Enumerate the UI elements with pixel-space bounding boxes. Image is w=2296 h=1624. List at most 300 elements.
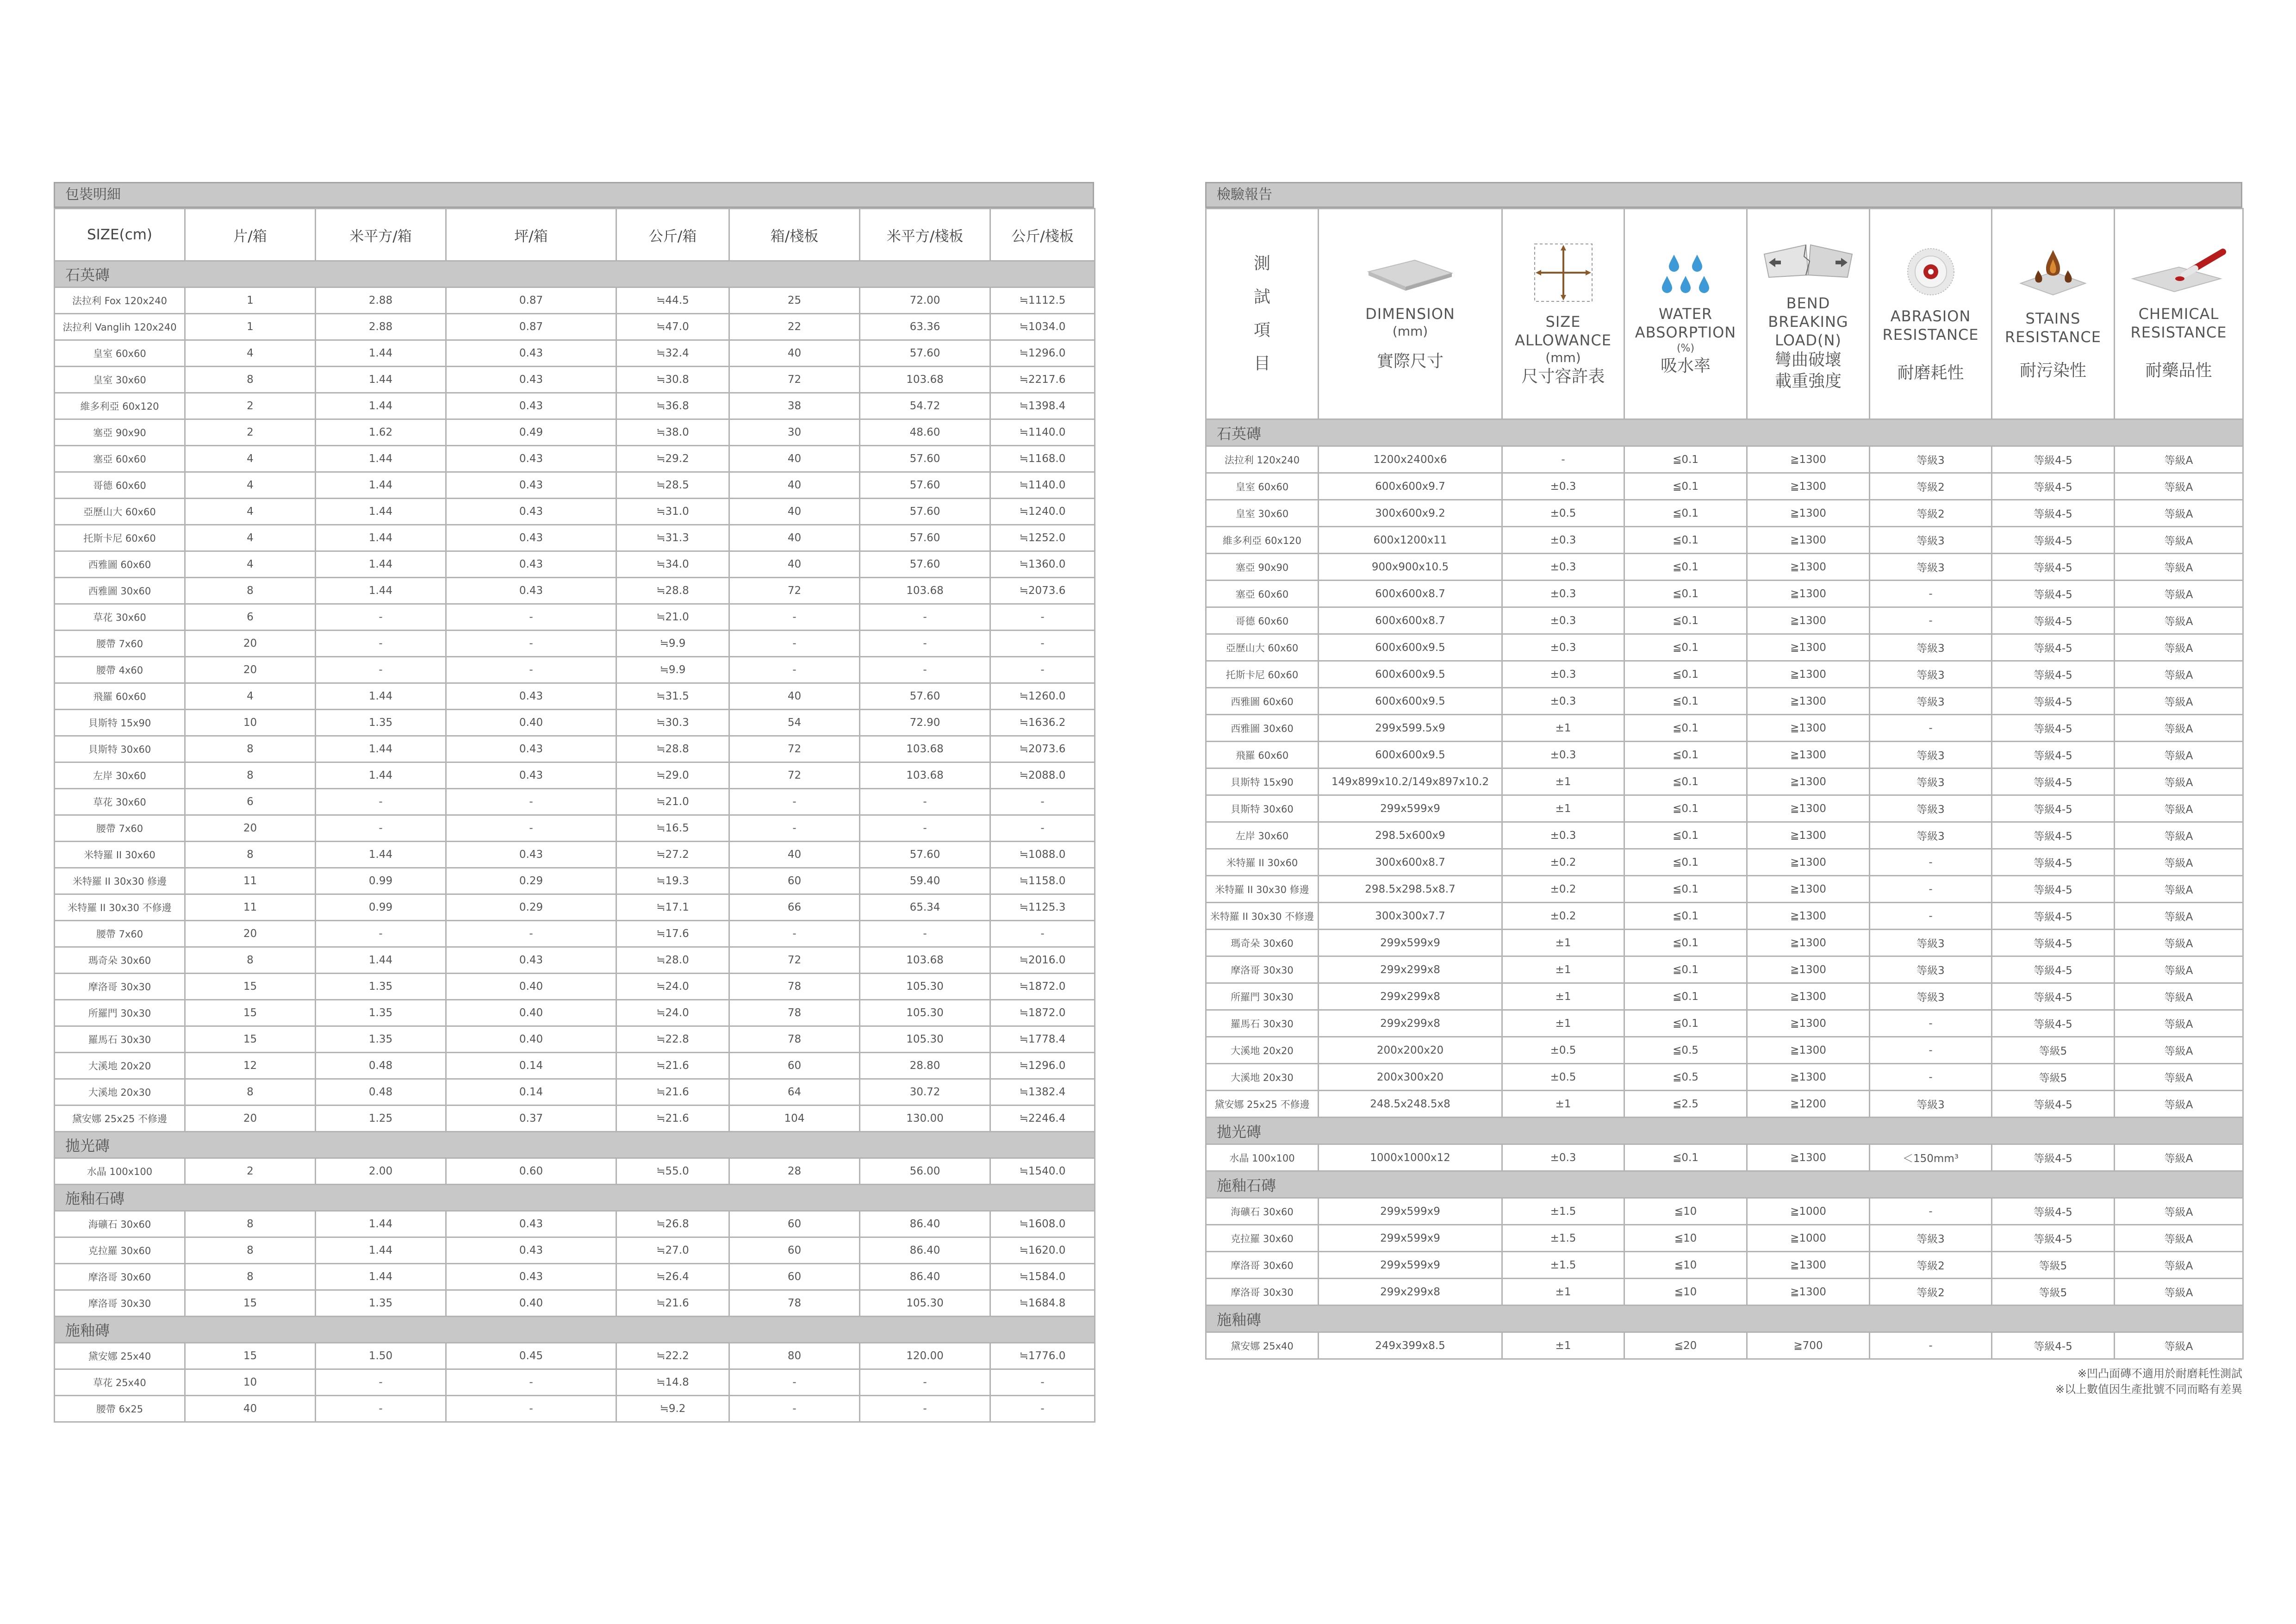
table-cell: ±1 [1502,1332,1624,1359]
table-cell: ≒2246.4 [990,1106,1095,1132]
product-name-cell: 維多利亞 60x120 [55,393,185,419]
table-cell: 72 [729,947,860,974]
product-name-cell: 黛安娜 25x40 [55,1343,185,1369]
table-cell: 1.35 [316,1290,446,1317]
table-cell: - [316,604,446,631]
table-cell: ≒22.8 [616,1026,729,1053]
table-cell: - [860,657,990,683]
product-name-cell: 亞歷山大 60x60 [1206,634,1319,661]
table-cell: 等級4-5 [1992,930,2115,956]
product-name-cell: 塞亞 60x60 [1206,581,1319,607]
product-name-cell: 羅馬石 30x30 [55,1026,185,1053]
table-cell: - [990,815,1095,842]
table-cell: 28 [729,1158,860,1185]
table-cell: 等級4-5 [1992,688,2115,715]
header-en-line: CHEMICAL [2138,305,2219,323]
product-name-cell: 大溪地 20x30 [55,1079,185,1106]
table-row [55,340,1095,367]
table-cell: ≒1872.0 [990,974,1095,1000]
table-cell: ≒2016.0 [990,947,1095,974]
product-name-cell: 西雅圖 60x60 [1206,688,1319,715]
section-title: 施釉磚 [1206,1305,2243,1332]
table-cell: 60 [729,1237,860,1264]
table-cell: 等級A [2115,634,2243,661]
table-row [1206,1198,2243,1225]
product-name-cell: 草花 30x60 [55,789,185,815]
product-name-cell: 西雅圖 30x60 [1206,715,1319,742]
table-cell: 1.44 [316,393,446,419]
table-cell: 149x899x10.2/149x897x10.2 [1319,768,1502,795]
table-cell: 0.49 [446,419,616,446]
table-cell: 0.87 [446,287,616,314]
table-cell: ≒28.0 [616,947,729,974]
product-name-cell: 塞亞 90x90 [55,419,185,446]
table-cell: ≒9.9 [616,631,729,657]
table-cell: 299x599x9 [1319,1198,1502,1225]
table-cell: 600x600x9.5 [1319,634,1502,661]
table-row [1206,930,2243,956]
section-title: 石英磚 [1206,419,2243,446]
table-cell: 130.00 [860,1106,990,1132]
bend-break-icon [1760,236,1857,287]
table-cell: 15 [185,1026,316,1053]
table-cell: ≒16.5 [616,815,729,842]
table-cell: 72 [729,578,860,604]
table-cell: 等級4-5 [1992,554,2115,581]
table-cell: ±1 [1502,956,1624,983]
table-cell: 600x600x9.7 [1319,473,1502,500]
table-row [55,525,1095,551]
table-cell: ≧1300 [1747,1252,1870,1279]
product-name-cell: 皇室 30x60 [1206,500,1319,527]
packing-header-kg-pallet: 公斤/棧板 [990,209,1095,261]
table-cell: 72.00 [860,287,990,314]
table-row [55,393,1095,419]
table-cell: 299x599.5x9 [1319,715,1502,742]
packing-title: 包裝明細 [54,182,1094,208]
table-cell: ±0.3 [1502,688,1624,715]
table-cell: 等級A [2115,849,2243,876]
table-cell: ≧1300 [1747,768,1870,795]
table-cell: 299x299x8 [1319,956,1502,983]
table-cell: ≧1300 [1747,634,1870,661]
header-zh-line: 實際尺寸 [1376,352,1444,371]
table-cell: 80 [729,1343,860,1369]
table-row [55,921,1095,947]
table-cell: 40 [729,842,860,868]
table-cell: 105.30 [860,974,990,1000]
table-row [55,578,1095,604]
table-cell: ≒55.0 [616,1158,729,1185]
table-cell: 等級4-5 [1992,527,2115,554]
table-cell: ≒29.2 [616,446,729,472]
table-cell: ≦0.1 [1624,849,1747,876]
table-cell: - [860,921,990,947]
table-row [1206,1091,2243,1118]
table-cell: 1.44 [316,1211,446,1237]
table-cell: ≧1300 [1747,500,1870,527]
table-cell: 等級A [2115,983,2243,1010]
table-cell: ±1 [1502,1010,1624,1037]
table-cell: 等級4-5 [1992,473,2115,500]
product-name-cell: 腰帶 7x60 [55,815,185,842]
table-cell: - [446,1369,616,1396]
table-cell: ≒1088.0 [990,842,1095,868]
table-cell: 等級3 [1870,768,1992,795]
header-zh-line: 耐污染性 [2019,361,2086,380]
table-cell: 0.48 [316,1079,446,1106]
table-cell: 57.60 [860,499,990,525]
table-cell: 65.34 [860,894,990,921]
packing-header-box-pallet: 箱/棧板 [729,209,860,261]
table-cell: ≧1300 [1747,876,1870,903]
table-cell: 0.60 [446,1158,616,1185]
table-cell: ≒1382.4 [990,1079,1095,1106]
header-zh-line: 耐磨耗性 [1897,363,1964,382]
table-cell: ±1 [1502,795,1624,822]
product-name-cell: 塞亞 90x90 [1206,554,1319,581]
inspection-panel [1205,182,2242,1360]
table-cell: 20 [185,1106,316,1132]
table-cell: ≒1034.0 [990,314,1095,340]
inspection-header-chemical [2115,209,2243,419]
product-name-cell: 西雅圖 30x60 [55,578,185,604]
table-cell: 6 [185,789,316,815]
table-row [1206,500,2243,527]
product-name-cell: 飛羅 60x60 [1206,742,1319,768]
table-cell: 15 [185,1000,316,1026]
header-zh-line: 耐藥品性 [2145,361,2212,380]
table-row [55,1396,1095,1422]
table-cell: 299x299x8 [1319,1010,1502,1037]
table-row [55,499,1095,525]
table-cell: 2.88 [316,287,446,314]
table-cell: - [1870,715,1992,742]
table-cell: 1.44 [316,499,446,525]
table-cell: 等級3 [1870,446,1992,473]
table-cell: 72 [729,367,860,393]
packing-header-sqm-box: 米平方/箱 [316,209,446,261]
inspection-header-dimension [1319,209,1502,419]
table-cell: - [1870,1037,1992,1064]
table-cell: 299x299x8 [1319,1279,1502,1305]
table-cell: 0.40 [446,710,616,736]
table-cell: 等級3 [1870,930,1992,956]
chemical-drop-icon [2128,246,2230,297]
product-name-cell: 哥德 60x60 [55,472,185,499]
packing-header-pcs: 片/箱 [185,209,316,261]
table-cell: ±0.3 [1502,1144,1624,1171]
table-cell: - [729,657,860,683]
table-cell: ≒1872.0 [990,1000,1095,1026]
table-cell: 22 [729,314,860,340]
table-cell: ≒1125.3 [990,894,1095,921]
table-cell: ≧1300 [1747,661,1870,688]
product-name-cell: 西雅圖 60x60 [55,551,185,578]
table-cell: ≧1300 [1747,983,1870,1010]
product-name-cell: 左岸 30x60 [1206,822,1319,849]
table-cell: 72 [729,762,860,789]
table-cell: 60 [729,1211,860,1237]
product-name-cell: 大溪地 20x20 [1206,1037,1319,1064]
table-cell: 8 [185,1237,316,1264]
inspection-section-row [1206,1305,2243,1332]
table-row [55,657,1095,683]
table-cell: ≒29.0 [616,762,729,789]
table-cell: ≒17.1 [616,894,729,921]
table-cell: 0.43 [446,367,616,393]
test-label-char: 試 [1253,287,1270,306]
table-cell: 57.60 [860,446,990,472]
table-cell: 等級A [2115,715,2243,742]
table-cell: ±0.3 [1502,661,1624,688]
table-cell: 54.72 [860,393,990,419]
table-cell: 40 [729,551,860,578]
table-cell: 60 [729,1053,860,1079]
table-cell: ≒1168.0 [990,446,1095,472]
table-row [1206,983,2243,1010]
note-line: ※凹凸面磚不適用於耐磨耗性測試 [2077,1367,2242,1380]
table-cell: - [729,1396,860,1422]
table-cell: ≧1300 [1747,742,1870,768]
table-row [55,1290,1095,1317]
table-cell: ±0.5 [1502,500,1624,527]
product-name-cell: 左岸 30x60 [55,762,185,789]
table-cell: 40 [729,525,860,551]
table-cell: ≦0.1 [1624,661,1747,688]
table-cell: 等級4-5 [1992,849,2115,876]
table-cell: 等級4-5 [1992,661,2115,688]
header-zh-line: 吸水率 [1660,356,1711,375]
product-name-cell: 羅馬石 30x30 [1206,1010,1319,1037]
table-cell: ≦0.1 [1624,527,1747,554]
table-cell: 1000x1000x12 [1319,1144,1502,1171]
table-cell: ≧1300 [1747,581,1870,607]
table-cell: 1.44 [316,736,446,762]
table-cell: 等級2 [1870,1279,1992,1305]
table-cell: 8 [185,578,316,604]
table-cell: - [316,1396,446,1422]
table-cell: ≒14.8 [616,1369,729,1396]
table-cell: 20 [185,631,316,657]
table-cell: ≧1200 [1747,1091,1870,1118]
table-cell: 20 [185,657,316,683]
table-cell: 等級A [2115,795,2243,822]
table-cell: - [990,921,1095,947]
product-name-cell: 摩洛哥 30x30 [55,1290,185,1317]
table-cell: 40 [185,1396,316,1422]
header-zh-line: 載重強度 [1774,372,1842,391]
product-name-cell: 法拉利 120x240 [1206,446,1319,473]
table-cell: 1.35 [316,710,446,736]
product-name-cell: 摩洛哥 30x60 [55,1264,185,1290]
table-cell: 等級5 [1992,1252,2115,1279]
table-cell: ≧1300 [1747,446,1870,473]
packing-header-row [55,209,1095,261]
table-cell: ≒47.0 [616,314,729,340]
product-name-cell: 瑪奇朵 30x60 [55,947,185,974]
table-cell: - [316,631,446,657]
section-title: 施釉石磚 [55,1185,1095,1211]
table-cell: - [1870,607,1992,634]
table-cell: 等級4-5 [1992,1144,2115,1171]
table-cell: 0.43 [446,762,616,789]
header-en-line: SIZE [1545,313,1581,331]
inspection-body [1206,419,2243,1359]
table-cell: - [860,1369,990,1396]
table-cell: 900x900x10.5 [1319,554,1502,581]
table-cell: ±1.5 [1502,1252,1624,1279]
header-unit: (%) [1676,343,1695,354]
inspection-header-test-items [1206,209,1319,419]
table-cell: ±0.3 [1502,527,1624,554]
table-cell: 40 [729,683,860,710]
table-cell: ≦10 [1624,1225,1747,1252]
table-cell: ≧1000 [1747,1225,1870,1252]
table-cell: 等級4-5 [1992,742,2115,768]
table-cell: 0.40 [446,1026,616,1053]
table-cell: ≒1778.4 [990,1026,1095,1053]
table-cell: 0.43 [446,578,616,604]
table-cell: ±1.5 [1502,1225,1624,1252]
table-cell: ≦0.1 [1624,1010,1747,1037]
section-title: 拋光磚 [1206,1118,2243,1144]
table-cell: 等級4-5 [1992,1225,2115,1252]
table-cell: 等級4-5 [1992,634,2115,661]
table-cell: 1.25 [316,1106,446,1132]
table-cell: 4 [185,499,316,525]
table-cell: - [990,1369,1095,1396]
table-cell: 103.68 [860,367,990,393]
tile-plane-icon [1364,256,1456,297]
table-cell: - [446,657,616,683]
table-cell: 4 [185,340,316,367]
table-cell: ≧1000 [1747,1198,1870,1225]
table-cell: 等級3 [1870,1091,1992,1118]
table-cell: 1 [185,314,316,340]
header-unit: (mm) [1545,350,1581,365]
table-cell: ≒1776.0 [990,1343,1095,1369]
table-cell: 120.00 [860,1343,990,1369]
table-cell: 2.88 [316,314,446,340]
table-cell: 等級3 [1870,661,1992,688]
table-cell: ≒1620.0 [990,1237,1095,1264]
table-cell: ≒19.3 [616,868,729,894]
table-cell: ≒2073.6 [990,578,1095,604]
table-cell: 11 [185,894,316,921]
table-cell: 15 [185,1290,316,1317]
table-cell: ±0.3 [1502,634,1624,661]
table-cell: 等級4-5 [1992,1091,2115,1118]
table-cell: ≒30.8 [616,367,729,393]
table-cell: 600x600x9.5 [1319,688,1502,715]
table-row [55,1000,1095,1026]
table-cell: 105.30 [860,1290,990,1317]
table-cell: ≧1300 [1747,554,1870,581]
table-cell: 1.44 [316,683,446,710]
table-cell: 103.68 [860,947,990,974]
section-title: 施釉石磚 [1206,1171,2243,1198]
table-cell: ≒9.9 [616,657,729,683]
table-cell: 0.40 [446,1000,616,1026]
header-en-line: LOAD(N) [1775,331,1842,349]
table-cell: 0.43 [446,947,616,974]
product-name-cell: 托斯卡尼 60x60 [55,525,185,551]
table-row [1206,876,2243,903]
table-row [55,1106,1095,1132]
table-cell: 等級A [2115,1037,2243,1064]
table-row [1206,1037,2243,1064]
table-cell: ≦2.5 [1624,1091,1747,1118]
product-name-cell: 腰帶 4x60 [55,657,185,683]
table-cell: - [316,815,446,842]
table-cell: 600x600x9.5 [1319,661,1502,688]
packing-header-kg-box: 公斤/箱 [616,209,729,261]
table-cell: ≧1300 [1747,795,1870,822]
table-cell: 2.00 [316,1158,446,1185]
table-cell: 298.5x600x9 [1319,822,1502,849]
table-cell: 86.40 [860,1211,990,1237]
product-name-cell: 塞亞 60x60 [55,446,185,472]
table-cell: 等級A [2115,742,2243,768]
packing-header-sqm-pallet: 米平方/棧板 [860,209,990,261]
table-cell: 0.87 [446,314,616,340]
table-cell: - [446,815,616,842]
table-cell: ≒27.0 [616,1237,729,1264]
table-cell: 等級A [2115,956,2243,983]
table-cell: ≒21.0 [616,789,729,815]
table-cell: - [1870,1198,1992,1225]
table-cell: ≒1636.2 [990,710,1095,736]
table-cell: 72.90 [860,710,990,736]
table-cell: 2 [185,393,316,419]
table-cell: 1.44 [316,947,446,974]
table-cell: - [860,815,990,842]
table-cell: 248.5x248.5x8 [1319,1091,1502,1118]
table-cell: 299x599x9 [1319,795,1502,822]
product-name-cell: 法拉利 Vanglih 120x240 [55,314,185,340]
table-cell: - [1502,446,1624,473]
table-cell: 等級2 [1870,473,1992,500]
table-cell: 48.60 [860,419,990,446]
table-cell: 等級4-5 [1992,1198,2115,1225]
table-cell: 等級5 [1992,1037,2115,1064]
table-row [1206,822,2243,849]
table-cell: 2 [185,419,316,446]
table-cell: ≧1300 [1747,1144,1870,1171]
table-cell: ≧1300 [1747,688,1870,715]
section-title: 施釉磚 [55,1317,1095,1343]
table-cell: 86.40 [860,1264,990,1290]
table-cell: ≦0.1 [1624,742,1747,768]
table-cell: ≒26.4 [616,1264,729,1290]
table-row [55,1369,1095,1396]
table-cell: 等級A [2115,581,2243,607]
table-cell: 等級A [2115,554,2243,581]
table-cell: 等級4-5 [1992,768,2115,795]
header-en-line: RESISTANCE [1882,326,1979,344]
table-cell: ≧1300 [1747,715,1870,742]
table-row [55,815,1095,842]
table-cell: 1 [185,287,316,314]
inspection-section-row [1206,1171,2243,1198]
inspection-header-size-allowance [1502,209,1624,419]
product-name-cell: 水晶 100x100 [55,1158,185,1185]
table-row [1206,715,2243,742]
table-cell: 600x600x9.5 [1319,742,1502,768]
table-row [55,842,1095,868]
table-cell: ≦10 [1624,1279,1747,1305]
